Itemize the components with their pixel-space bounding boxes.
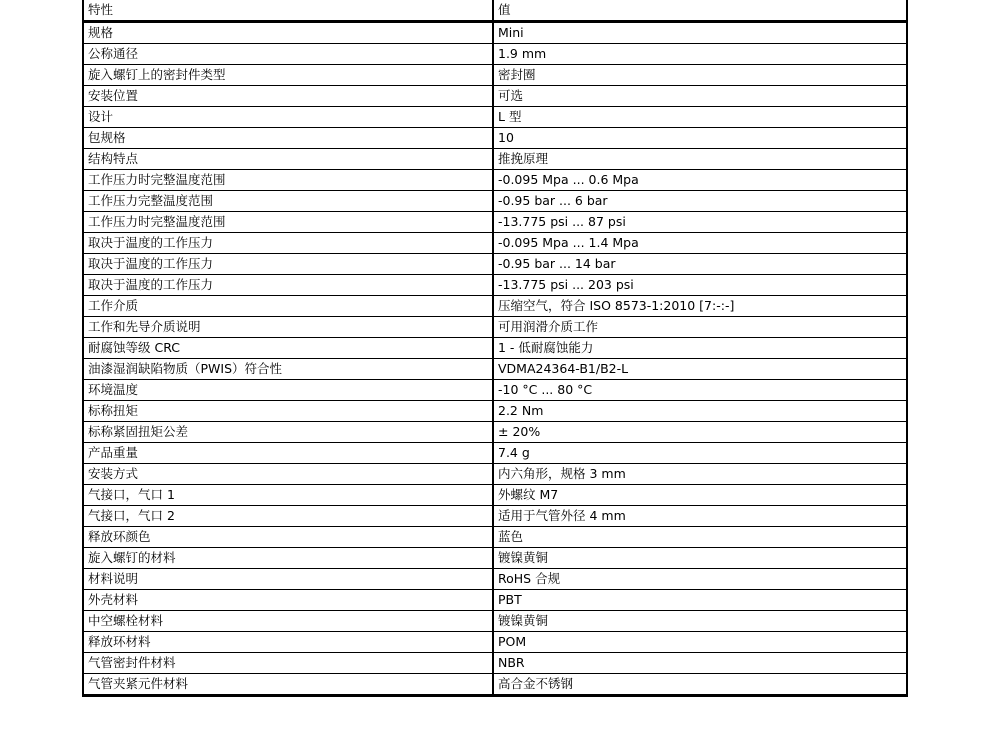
- property-cell: 规格: [83, 22, 493, 44]
- property-cell: 取决于温度的工作压力: [83, 233, 493, 254]
- value-cell: Mini: [493, 22, 907, 44]
- table-row: [83, 401, 907, 422]
- property-cell: 工作压力完整温度范围: [83, 191, 493, 212]
- table-row: [83, 65, 907, 86]
- table-row: [83, 506, 907, 527]
- property-cell: 旋入螺钉的材料: [83, 548, 493, 569]
- header-value: 值: [493, 0, 907, 22]
- value-cell: 1 - 低耐腐蚀能力: [493, 338, 907, 359]
- property-cell: 释放环材料: [83, 632, 493, 653]
- table-row: [83, 86, 907, 107]
- table-row: [83, 527, 907, 548]
- property-cell: 中空螺栓材料: [83, 611, 493, 632]
- spec-sheet: [82, 0, 906, 697]
- value-cell: 可选: [493, 86, 907, 107]
- value-cell: 外螺纹 M7: [493, 485, 907, 506]
- property-cell: 工作压力时完整温度范围: [83, 170, 493, 191]
- table-row: [83, 422, 907, 443]
- table-row: [83, 22, 907, 44]
- property-cell: 环境温度: [83, 380, 493, 401]
- property-cell: 工作压力时完整温度范围: [83, 212, 493, 233]
- value-cell: POM: [493, 632, 907, 653]
- table-row: [83, 380, 907, 401]
- property-cell: 材料说明: [83, 569, 493, 590]
- value-cell: 可用润滑介质工作: [493, 317, 907, 338]
- value-cell: NBR: [493, 653, 907, 674]
- value-cell: 内六角形，规格 3 mm: [493, 464, 907, 485]
- property-cell: 取决于温度的工作压力: [83, 254, 493, 275]
- table-row: [83, 611, 907, 632]
- table-row: [83, 548, 907, 569]
- property-cell: 气管夹紧元件材料: [83, 674, 493, 696]
- value-cell: 2.2 Nm: [493, 401, 907, 422]
- value-cell: -0.095 Mpa ... 0.6 Mpa: [493, 170, 907, 191]
- property-cell: 结构特点: [83, 149, 493, 170]
- property-cell: 包规格: [83, 128, 493, 149]
- table-row: [83, 254, 907, 275]
- header-row: [83, 0, 907, 22]
- table-row: [83, 632, 907, 653]
- value-cell: 7.4 g: [493, 443, 907, 464]
- property-cell: 油漆湿润缺陷物质（PWIS）符合性: [83, 359, 493, 380]
- table-row: [83, 359, 907, 380]
- property-cell: 气管密封件材料: [83, 653, 493, 674]
- value-cell: -13.775 psi ... 87 psi: [493, 212, 907, 233]
- value-cell: 密封圈: [493, 65, 907, 86]
- table-row: [83, 149, 907, 170]
- table-row: [83, 170, 907, 191]
- value-cell: 压缩空气，符合 ISO 8573-1:2010 [7:-:-]: [493, 296, 907, 317]
- table-row: [83, 128, 907, 149]
- table-row: [83, 485, 907, 506]
- table-row: [83, 296, 907, 317]
- value-cell: -10 °C ... 80 °C: [493, 380, 907, 401]
- table-row: [83, 233, 907, 254]
- table-row: [83, 590, 907, 611]
- value-cell: L 型: [493, 107, 907, 128]
- property-cell: 气接口，气口 2: [83, 506, 493, 527]
- property-cell: 安装位置: [83, 86, 493, 107]
- value-cell: -13.775 psi ... 203 psi: [493, 275, 907, 296]
- value-cell: 1.9 mm: [493, 44, 907, 65]
- property-cell: 产品重量: [83, 443, 493, 464]
- value-cell: 推挽原理: [493, 149, 907, 170]
- value-cell: 高合金不锈钢: [493, 674, 907, 696]
- property-cell: 旋入螺钉上的密封件类型: [83, 65, 493, 86]
- table-row: [83, 653, 907, 674]
- property-cell: 公称通径: [83, 44, 493, 65]
- value-cell: 镀镍黄铜: [493, 611, 907, 632]
- property-cell: 取决于温度的工作压力: [83, 275, 493, 296]
- table-body: [83, 22, 907, 696]
- table-row: [83, 464, 907, 485]
- value-cell: PBT: [493, 590, 907, 611]
- value-cell: RoHS 合规: [493, 569, 907, 590]
- table-row: [83, 569, 907, 590]
- table-row: [83, 191, 907, 212]
- property-cell: 工作和先导介质说明: [83, 317, 493, 338]
- value-cell: -0.95 bar ... 6 bar: [493, 191, 907, 212]
- table-row: [83, 44, 907, 65]
- property-cell: 外壳材料: [83, 590, 493, 611]
- value-cell: 镀镍黄铜: [493, 548, 907, 569]
- spec-table: [82, 0, 908, 697]
- property-cell: 释放环颜色: [83, 527, 493, 548]
- table-row: [83, 275, 907, 296]
- header-property: 特性: [83, 0, 493, 22]
- value-cell: 适用于气管外径 4 mm: [493, 506, 907, 527]
- property-cell: 安装方式: [83, 464, 493, 485]
- value-cell: 10: [493, 128, 907, 149]
- value-cell: -0.095 Mpa ... 1.4 Mpa: [493, 233, 907, 254]
- value-cell: ± 20%: [493, 422, 907, 443]
- property-cell: 标称扭矩: [83, 401, 493, 422]
- value-cell: 蓝色: [493, 527, 907, 548]
- table-row: [83, 443, 907, 464]
- property-cell: 气接口，气口 1: [83, 485, 493, 506]
- table-row: [83, 212, 907, 233]
- table-row: [83, 317, 907, 338]
- table-row: [83, 107, 907, 128]
- table-header: [83, 0, 907, 22]
- value-cell: VDMA24364-B1/B2-L: [493, 359, 907, 380]
- property-cell: 标称紧固扭矩公差: [83, 422, 493, 443]
- table-row: [83, 674, 907, 696]
- property-cell: 工作介质: [83, 296, 493, 317]
- table-row: [83, 338, 907, 359]
- property-cell: 设计: [83, 107, 493, 128]
- property-cell: 耐腐蚀等级 CRC: [83, 338, 493, 359]
- value-cell: -0.95 bar ... 14 bar: [493, 254, 907, 275]
